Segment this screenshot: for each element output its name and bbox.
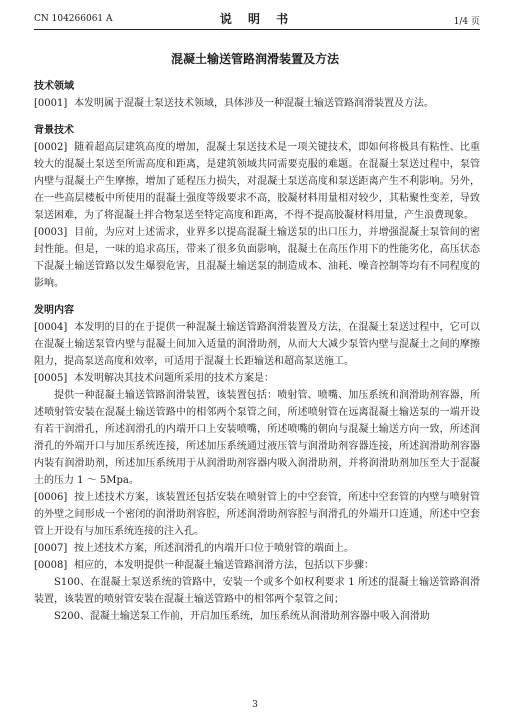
paragraph [34,489,480,540]
paragraph-number: [0005] [34,373,68,384]
paragraph [34,608,480,625]
paragraph [34,574,480,608]
paragraph-number: [0002] [34,142,68,153]
paragraph-number: [0008] [34,560,68,571]
paragraph-number: [0006] [34,492,68,503]
paragraph-text: 提供一种混凝土输送管路润滑装置，该装置包括：喷射管、喷嘴、加压系统和润滑助剂容器，所述喷射管安装在混凝土输送管路中的相邻两个泵管之间，所述喷射管在远离混凝土输送泵的一端开设有若干润滑孔，所述润滑孔的内端开口上安装喷嘴，所述喷嘴的朝向与混凝土输送方向一致，所述润滑孔的外端开口与加压系统连接，所述加压系统通过液压管与润滑助剂容器连接，所述润滑助剂容器内装有润滑助剂，所述加压系统用于从润滑助剂容器内吸入润滑助剂，并将润滑助剂加压至大于混凝土的压力 1 ～ 5Mpa。 [34,390,480,486]
paragraph-text: 本发明的目的在于提供一种混凝土输送管路润滑装置及方法，在混凝土泵送过程中，它可以在混凝土输送泵管内壁与混凝土间加入适量的润滑助剂，从而大大减少泵管内壁与混凝土之间的摩擦阻力，提高泵送高度和效率，可适用于混凝土长距输送和超高泵送施工。 [34,322,480,367]
document-body [34,78,480,625]
paragraph-text: S200、混凝土输送泵工作前，开启加压系统，加压系统从润滑助剂容器中吸入润滑助 [54,611,430,622]
patent-number: CN 104266061 A [34,14,113,24]
paragraph-text: 按上述技术方案，所述润滑孔的内端开口位于喷射管的端面上。 [74,543,354,554]
header-rule [34,29,480,30]
document-type: 说 明 书 [219,12,295,26]
page-number: 3 [252,700,258,710]
paragraph-text: 本发明属于混凝土泵送技术领域，具体涉及一种混凝土输送管路润滑装置及方法。 [74,98,434,109]
paragraph-text: 随着超高层建筑高度的增加，混凝土泵送技术是一项关键技术，即如何将极具有粘性、比重较大的混凝土泵送至所需高度和距离，是建筑领域共同需要克服的难题。在混凝土泵送过程中，泵管内壁与混凝土产生摩擦，增加了延程压力损失，对混凝土泵送高度和泵送距离产生不利影响。另外，在一些高层楼板中所使用的混凝土强度等级要求不高，胶凝材料用量相对较少，其粘聚性变差，导致泵送困难，为了将混凝土拌合物泵送至特定高度和距离，不得不提高胶凝材料用量，产生浪费现象。 [34,142,480,221]
paragraph-number: [0004] [34,322,68,333]
paragraph-number: [0003] [34,227,68,238]
paragraph-text: S100、在混凝土泵送系统的管路中，安装一个或多个如权利要求 1 所述的混凝土输送管路润滑装置，该装置的喷射管安装在混凝土输送管路中的相邻两个泵管之间； [34,577,480,605]
page-info: 1/4 页 [453,17,480,27]
paragraph [34,387,480,489]
paragraph [34,319,480,370]
section-heading-summary: 发明内容 [34,305,74,316]
paragraph-number: [0007] [34,543,68,554]
paragraph [34,557,480,574]
paragraph [34,95,480,112]
paragraph [34,139,480,224]
page-header [34,10,480,28]
paragraph-text: 本发明解决其技术问题所采用的技术方案是： [74,373,274,384]
paragraph [34,370,480,387]
section-heading-background: 背景技术 [34,125,74,136]
paragraph-number: [0001] [34,98,68,109]
paragraph [34,224,480,292]
paragraph-text: 目前，为应对上述需求，业界多以提高混凝土输送泵的出口压力，并增强混凝土泵管间的密封性能。但是，一味的追求高压，带来了很多负面影响，混凝土在高压作用下的性能劣化，高压状态下混凝土输送管路以发生爆裂危害，且混凝土输送泵的制造成本、油耗、噪音控制等均有不同程度的影响。 [34,227,480,289]
section-heading-tech-field: 技术领域 [34,81,74,92]
paragraph [34,540,480,557]
paragraph-text: 按上述技术方案，该装置还包括安装在喷射管上的中空套管，所述中空套管的内壁与喷射管的外壁之间形成一个密闭的润滑助剂容腔，所述润滑助剂容腔与润滑孔的外端开口连通，所述中空套管上开设有与加压系统连接的注入孔。 [34,492,480,537]
document-title: 混凝土输送管路润滑装置及方法 [170,52,339,66]
paragraph-text: 相应的，本发明提供一种混凝土输送管路润滑方法，包括以下步骤： [74,560,374,571]
